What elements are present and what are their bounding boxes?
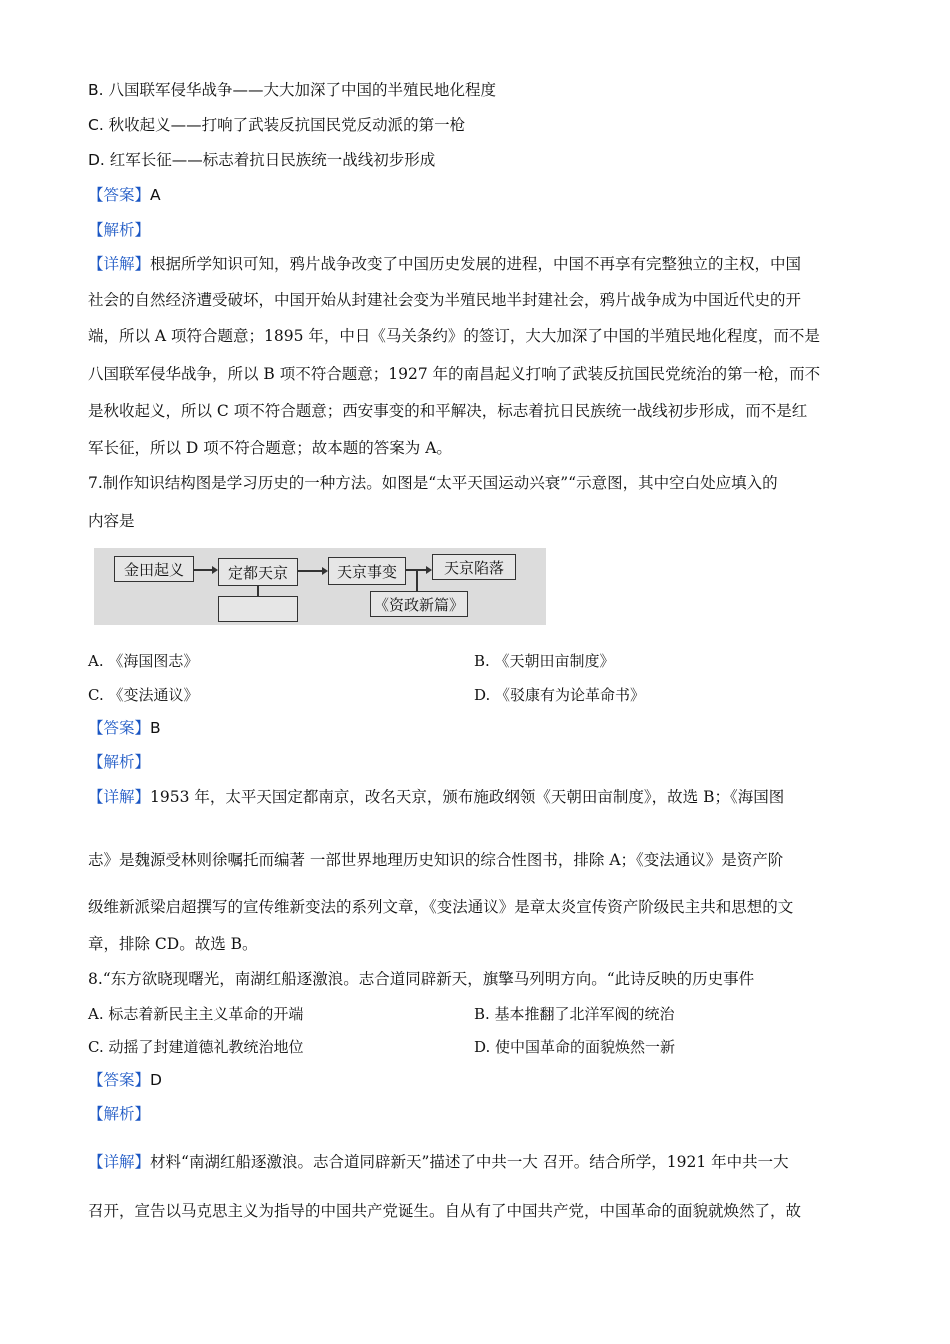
q6-detail-line-5: 是秋收起义，所以 C 项不符合题意；西安事变的和平解决，标志着抗日民族统一战线初步形成，而不是红 bbox=[88, 402, 808, 420]
answer-label: 【答案】 bbox=[88, 719, 151, 737]
detail-text: 根据所学知识可知，鸦片战争改变了中国历史发展的进程，中国不再享有完整独立的主权，中国 bbox=[150, 255, 802, 273]
q6-option-b: B. 八国联军侵华战争——大大加深了中国的半殖民地化程度 bbox=[88, 81, 496, 99]
detail-label: 【详解】 bbox=[88, 788, 151, 806]
q8-answer-value: D bbox=[150, 1071, 162, 1089]
q7-detail-line-4: 章，排除 CD。故选 B。 bbox=[88, 935, 258, 953]
q8-stem: 8.“东方欲晓现曙光，南湖红船逐激浪。志合道同辟新天，旗擎马列明方向。“此诗反映的历史事件 bbox=[88, 970, 755, 988]
diagram-box-dingdu: 定都天京 bbox=[218, 558, 298, 586]
q8-detail-line-1 bbox=[88, 1152, 789, 1172]
q7-stem-line-1: 7.制作知识结构图是学习历史的一种方法。如图是“太平天国运动兴衰”“示意图，其中空白处应填入的 bbox=[88, 474, 778, 492]
q6-answer-value: A bbox=[150, 186, 161, 204]
q7-analysis-label: 【解析】 bbox=[88, 753, 151, 771]
detail-text: 材料“南湖红船逐激浪。志合道同辟新天”描述了中共一大 召开。结合所学，1921 年中共一大 bbox=[150, 1153, 789, 1171]
q7-option-d: D. 《驳康有为论革命书》 bbox=[474, 686, 646, 704]
q6-answer-row bbox=[88, 185, 161, 205]
answer-label: 【答案】 bbox=[88, 186, 151, 204]
q7-answer-value: B bbox=[150, 719, 161, 737]
q6-detail-line-3: 端，所以 A 项符合题意；1895 年，中日《马关条约》的签订，大大加深了中国的半殖民地化程度，而不是 bbox=[88, 327, 820, 345]
q6-detail-line-6: 军长征，所以 D 项不符合题意；故本题的答案为 A。 bbox=[88, 439, 452, 457]
detail-label: 【详解】 bbox=[88, 255, 151, 273]
q8-analysis-label: 【解析】 bbox=[88, 1105, 151, 1123]
q6-detail-line-4: 八国联军侵华战争，所以 B 项不符合题意；1927 年的南昌起义打响了武装反抗国民党统治的第一枪，而不 bbox=[88, 365, 821, 383]
diagram-box-jintian: 金田起义 bbox=[114, 556, 194, 582]
q7-option-a: A. 《海国图志》 bbox=[88, 652, 199, 670]
q8-option-b: B. 基本推翻了北洋军阀的统治 bbox=[474, 1005, 675, 1023]
diagram-box-blank bbox=[218, 596, 298, 622]
taiping-structure-diagram bbox=[94, 548, 546, 625]
q8-option-a: A. 标志着新民主主义革命的开端 bbox=[88, 1005, 304, 1023]
q7-answer-row bbox=[88, 718, 161, 738]
q7-detail-line-1 bbox=[88, 787, 784, 807]
q6-analysis-label: 【解析】 bbox=[88, 221, 151, 239]
arrow-line bbox=[194, 569, 214, 571]
q7-detail-line-2: 志》是魏源受林则徐嘱托而编著 一部世界地理历史知识的综合性图书，排除 A；《变法通议》是资产阶 bbox=[88, 851, 784, 869]
q6-detail-line-1 bbox=[88, 254, 801, 274]
q6-option-c: C. 秋收起义——打响了武装反抗国民党反动派的第一枪 bbox=[88, 116, 466, 134]
q8-answer-row bbox=[88, 1070, 162, 1090]
detail-text: 1953 年，太平天国定都南京，改名天京，颁布施政纲领《天朝田亩制度》，故选 B；《海国图 bbox=[150, 788, 785, 806]
q7-detail-line-3: 级维新派梁启超撰写的宣传维新变法的系列文章，《变法通议》是章太炎宣传资产阶级民主共和思想的文 bbox=[88, 898, 794, 916]
q6-detail-line-2: 社会的自然经济遭受破坏，中国开始从封建社会变为半殖民地半封建社会，鸦片战争成为中国近代史的开 bbox=[88, 291, 802, 309]
q8-detail-line-2: 召开，宣告以马克思主义为指导的中国共产党诞生。自从有了中国共产党，中国革命的面貌就焕然了，故 bbox=[88, 1202, 802, 1220]
connector-line bbox=[257, 586, 259, 596]
detail-label: 【详解】 bbox=[88, 1153, 151, 1171]
q6-option-d: D. 红军长征——标志着抗日民族统一战线初步形成 bbox=[88, 151, 436, 169]
diagram-box-tianjing-shibian: 天京事变 bbox=[328, 557, 406, 585]
q8-option-d: D. 使中国革命的面貌焕然一新 bbox=[474, 1038, 676, 1056]
q7-stem-line-2: 内容是 bbox=[88, 512, 135, 530]
arrow-line bbox=[298, 570, 324, 572]
connector-line bbox=[416, 569, 418, 591]
answer-label: 【答案】 bbox=[88, 1071, 151, 1089]
diagram-box-tianjing-xianluo: 天京陷落 bbox=[432, 554, 516, 580]
q8-option-c: C. 动摇了封建道德礼教统治地位 bbox=[88, 1038, 304, 1056]
q7-option-b: B. 《天朝田亩制度》 bbox=[474, 652, 615, 670]
diagram-box-zizheng-xinpian: 《资政新篇》 bbox=[370, 591, 468, 617]
q7-option-c: C. 《变法通议》 bbox=[88, 686, 199, 704]
